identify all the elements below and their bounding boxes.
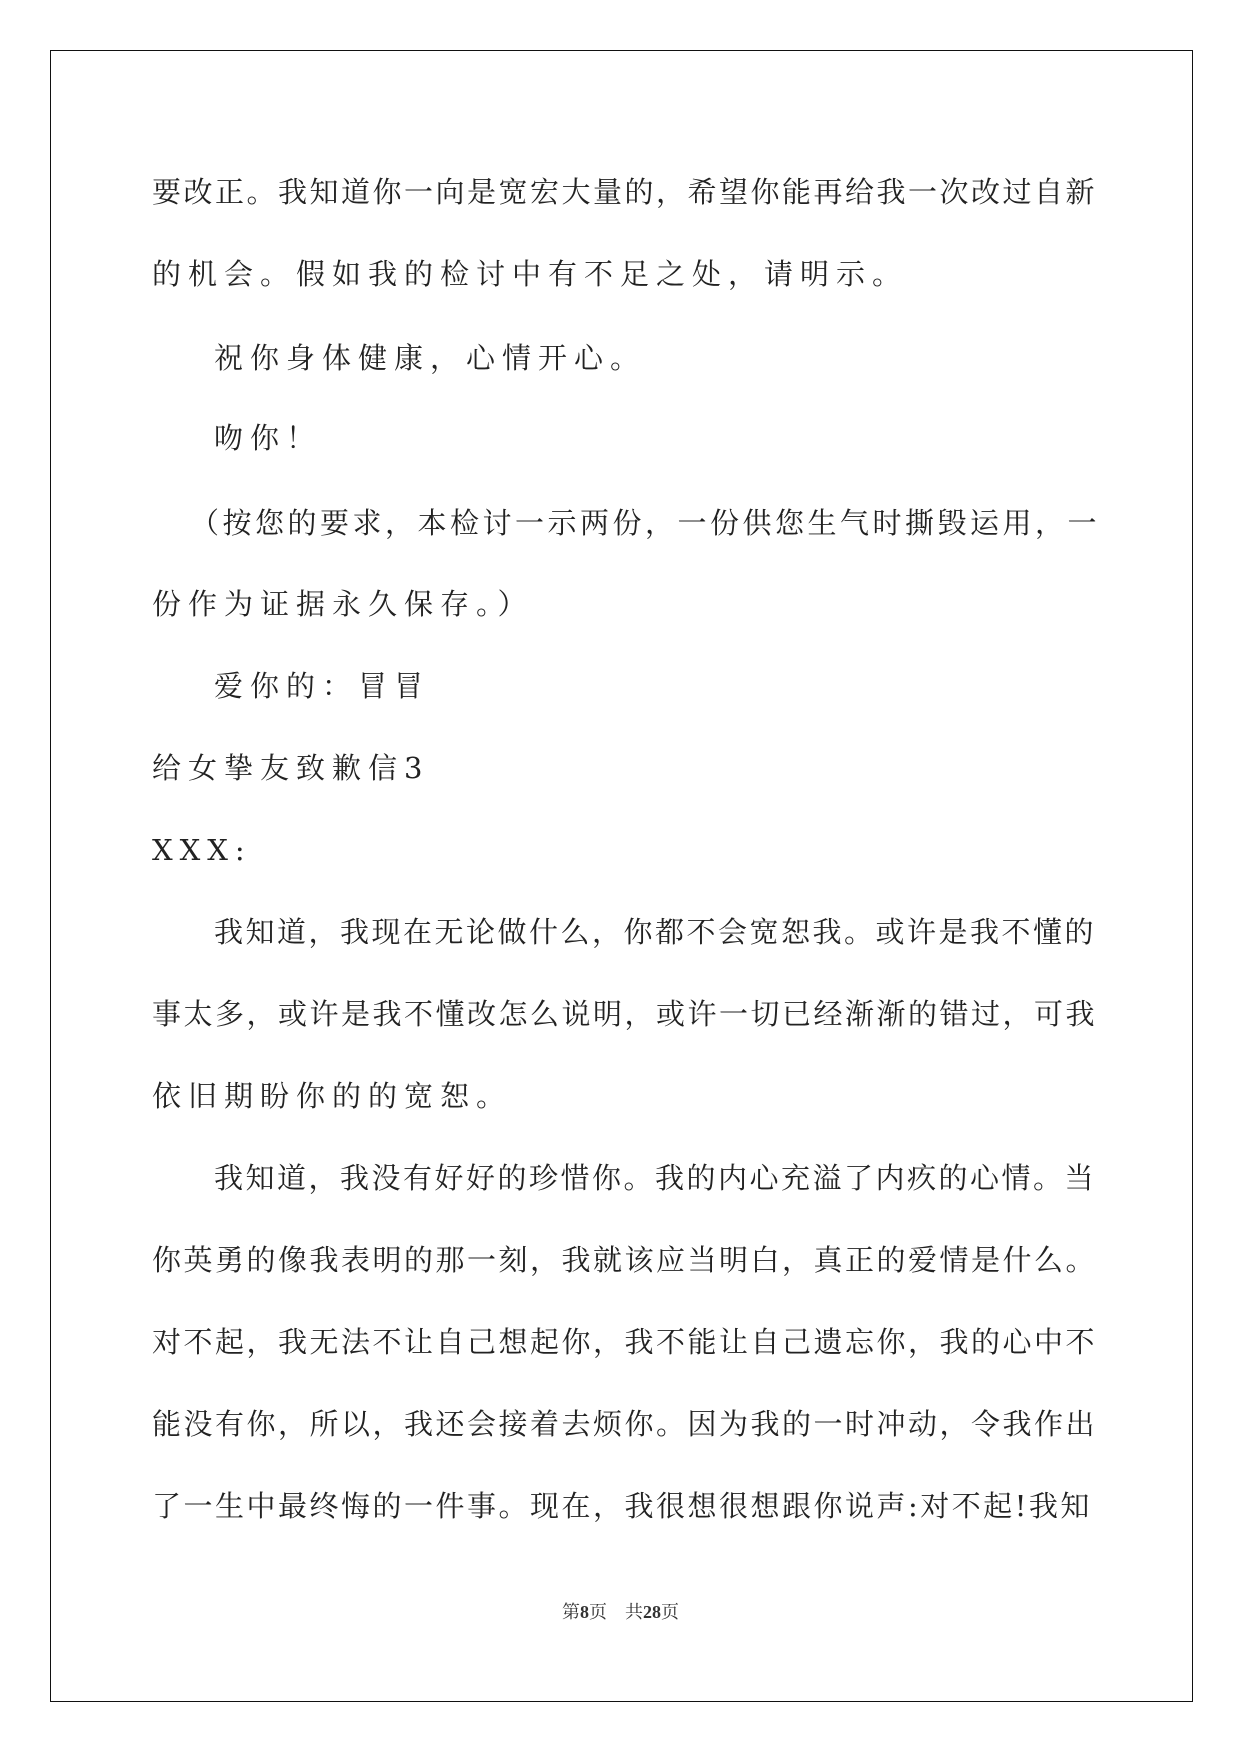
body-line-13: 我知道，我没有好好的珍惜你。我的内心充溢了内疚的心情。当 — [214, 1161, 1097, 1195]
footer-mid: 页 共 — [589, 1602, 643, 1622]
body-line-16: 能没有你，所以，我还会接着去烦你。因为我的一时冲动，令我作出 — [152, 1407, 1098, 1441]
body-line-12: 依旧期盼你的的宽恕。 — [152, 1079, 513, 1113]
body-line-2: 的机会。假如我的检讨中有不足之处，请明示。 — [152, 257, 909, 291]
footer-total-pages: 28 — [643, 1602, 661, 1622]
body-line-3: 祝你身体健康，心情开心。 — [214, 341, 647, 375]
footer-suffix: 页 — [661, 1602, 679, 1622]
body-line-10: 我知道，我现在无论做什么，你都不会宽恕我。或许是我不懂的 — [214, 915, 1097, 949]
body-line-11: 事太多，或许是我不懂改怎么说明，或许一切已经渐渐的错过，可我 — [152, 997, 1098, 1031]
body-line-5: （按您的要求，本检讨一示两份，一份供您生气时撕毁运用，一 — [190, 506, 1101, 540]
salutation: XXX: — [152, 833, 252, 867]
body-line-7: 爱你的：冒冒 — [214, 669, 431, 703]
footer-page-number: 8 — [580, 1602, 589, 1622]
footer-prefix: 第 — [562, 1602, 580, 1622]
page-footer — [0, 1600, 1241, 1624]
body-line-1: 要改正。我知道你一向是宽宏大量的，希望你能再给我一次改过自新 — [152, 175, 1098, 209]
page-border — [50, 50, 1193, 1702]
section-heading: 给女挚友致歉信3 — [152, 751, 430, 785]
body-line-15: 对不起，我无法不让自己想起你，我不能让自己遗忘你，我的心中不 — [152, 1325, 1098, 1359]
body-line-17: 了一生中最终悔的一件事。现在，我很想很想跟你说声:对不起!我知 — [152, 1489, 1092, 1523]
body-line-6: 份作为证据永久保存。） — [152, 587, 534, 621]
body-line-4: 吻你！ — [214, 421, 323, 455]
body-line-14: 你英勇的像我表明的那一刻，我就该应当明白，真正的爱情是什么。 — [152, 1243, 1098, 1277]
